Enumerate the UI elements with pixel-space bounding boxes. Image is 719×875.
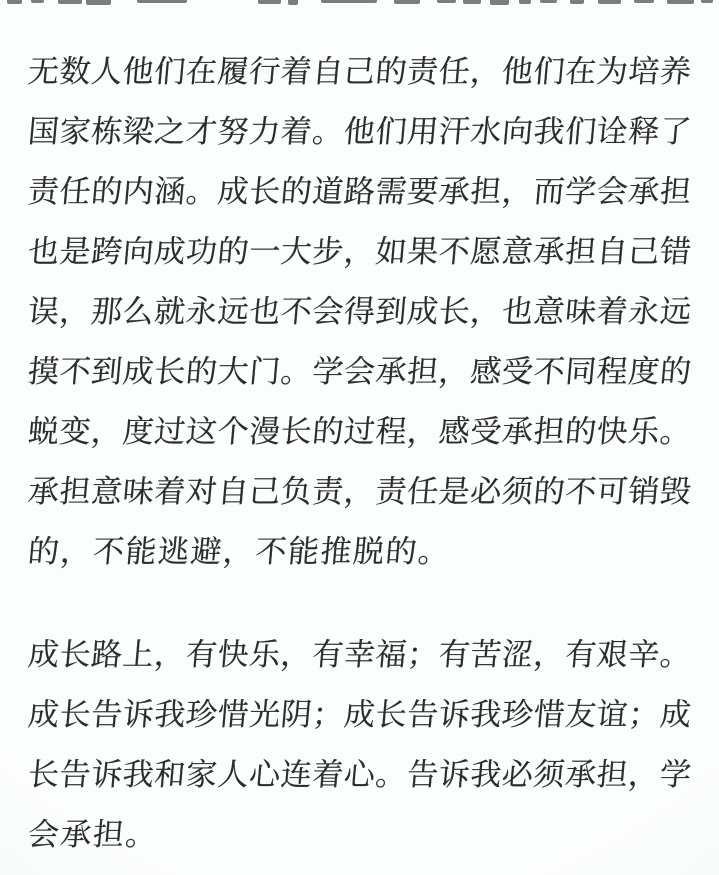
stroke-fragment	[540, 0, 557, 3]
handwriting-line: 责任的内涵。成长的道路需要承担，而学会承担	[26, 174, 693, 210]
handwriting-line: 长告诉我和家人心连着心。告诉我必须承担，学	[26, 757, 693, 793]
paragraph-1	[28, 42, 691, 582]
essay-body	[28, 42, 691, 865]
stroke-fragment	[31, 0, 44, 3]
handwriting-line: 成长告诉我珍惜光阴；成长告诉我珍惜友谊；成	[26, 697, 693, 733]
handwriting-line: 成长路上，有快乐，有幸福；有苦涩，有艰辛。	[26, 637, 693, 673]
stroke-fragment	[137, 0, 187, 3]
stroke-fragment	[437, 0, 456, 3]
handwriting-line: 也是跨向成功的一大步，如果不愿意承担自己错	[26, 234, 693, 270]
handwriting-line: 会承担。	[26, 817, 160, 853]
handwriting-line: 蜕变，度过这个漫长的过程，感受承担的快乐。	[26, 414, 693, 450]
handwriting-line: 承担意味着对自己负责，责任是必须的不可销毁	[26, 474, 693, 510]
stroke-fragment	[667, 0, 694, 4]
handwriting-line: 的，不能逃避，不能推脱的。	[26, 534, 453, 570]
paragraph-gap	[28, 582, 691, 625]
handwriting-line: 无数人他们在履行着自己的责任，他们在为培养	[26, 54, 693, 90]
stroke-fragment	[701, 0, 713, 3]
stroke-fragment	[634, 0, 654, 3]
stroke-fragment	[463, 0, 481, 4]
stroke-fragment	[394, 0, 420, 4]
stroke-fragment	[58, 0, 82, 4]
handwriting-line: 国家栋梁之才努力着。他们用汗水向我们诠释了	[26, 114, 693, 150]
stroke-fragment	[598, 0, 621, 4]
paragraph-2	[28, 625, 691, 865]
handwriting-line: 摸不到成长的大门。学会承担，感受不同程度的	[26, 354, 693, 390]
stroke-fragment	[258, 0, 281, 4]
stroke-fragment	[570, 0, 584, 4]
stroke-fragment	[288, 0, 298, 5]
stroke-fragment	[86, 0, 111, 5]
cropped-text-remnant	[0, 0, 719, 8]
stroke-fragment	[490, 0, 509, 5]
handwriting-line: 误，那么就永远也不会得到成长，也意味着永远	[26, 294, 693, 330]
stroke-fragment	[321, 0, 377, 3]
stroke-fragment	[519, 0, 531, 4]
stroke-fragment	[7, 0, 22, 4]
